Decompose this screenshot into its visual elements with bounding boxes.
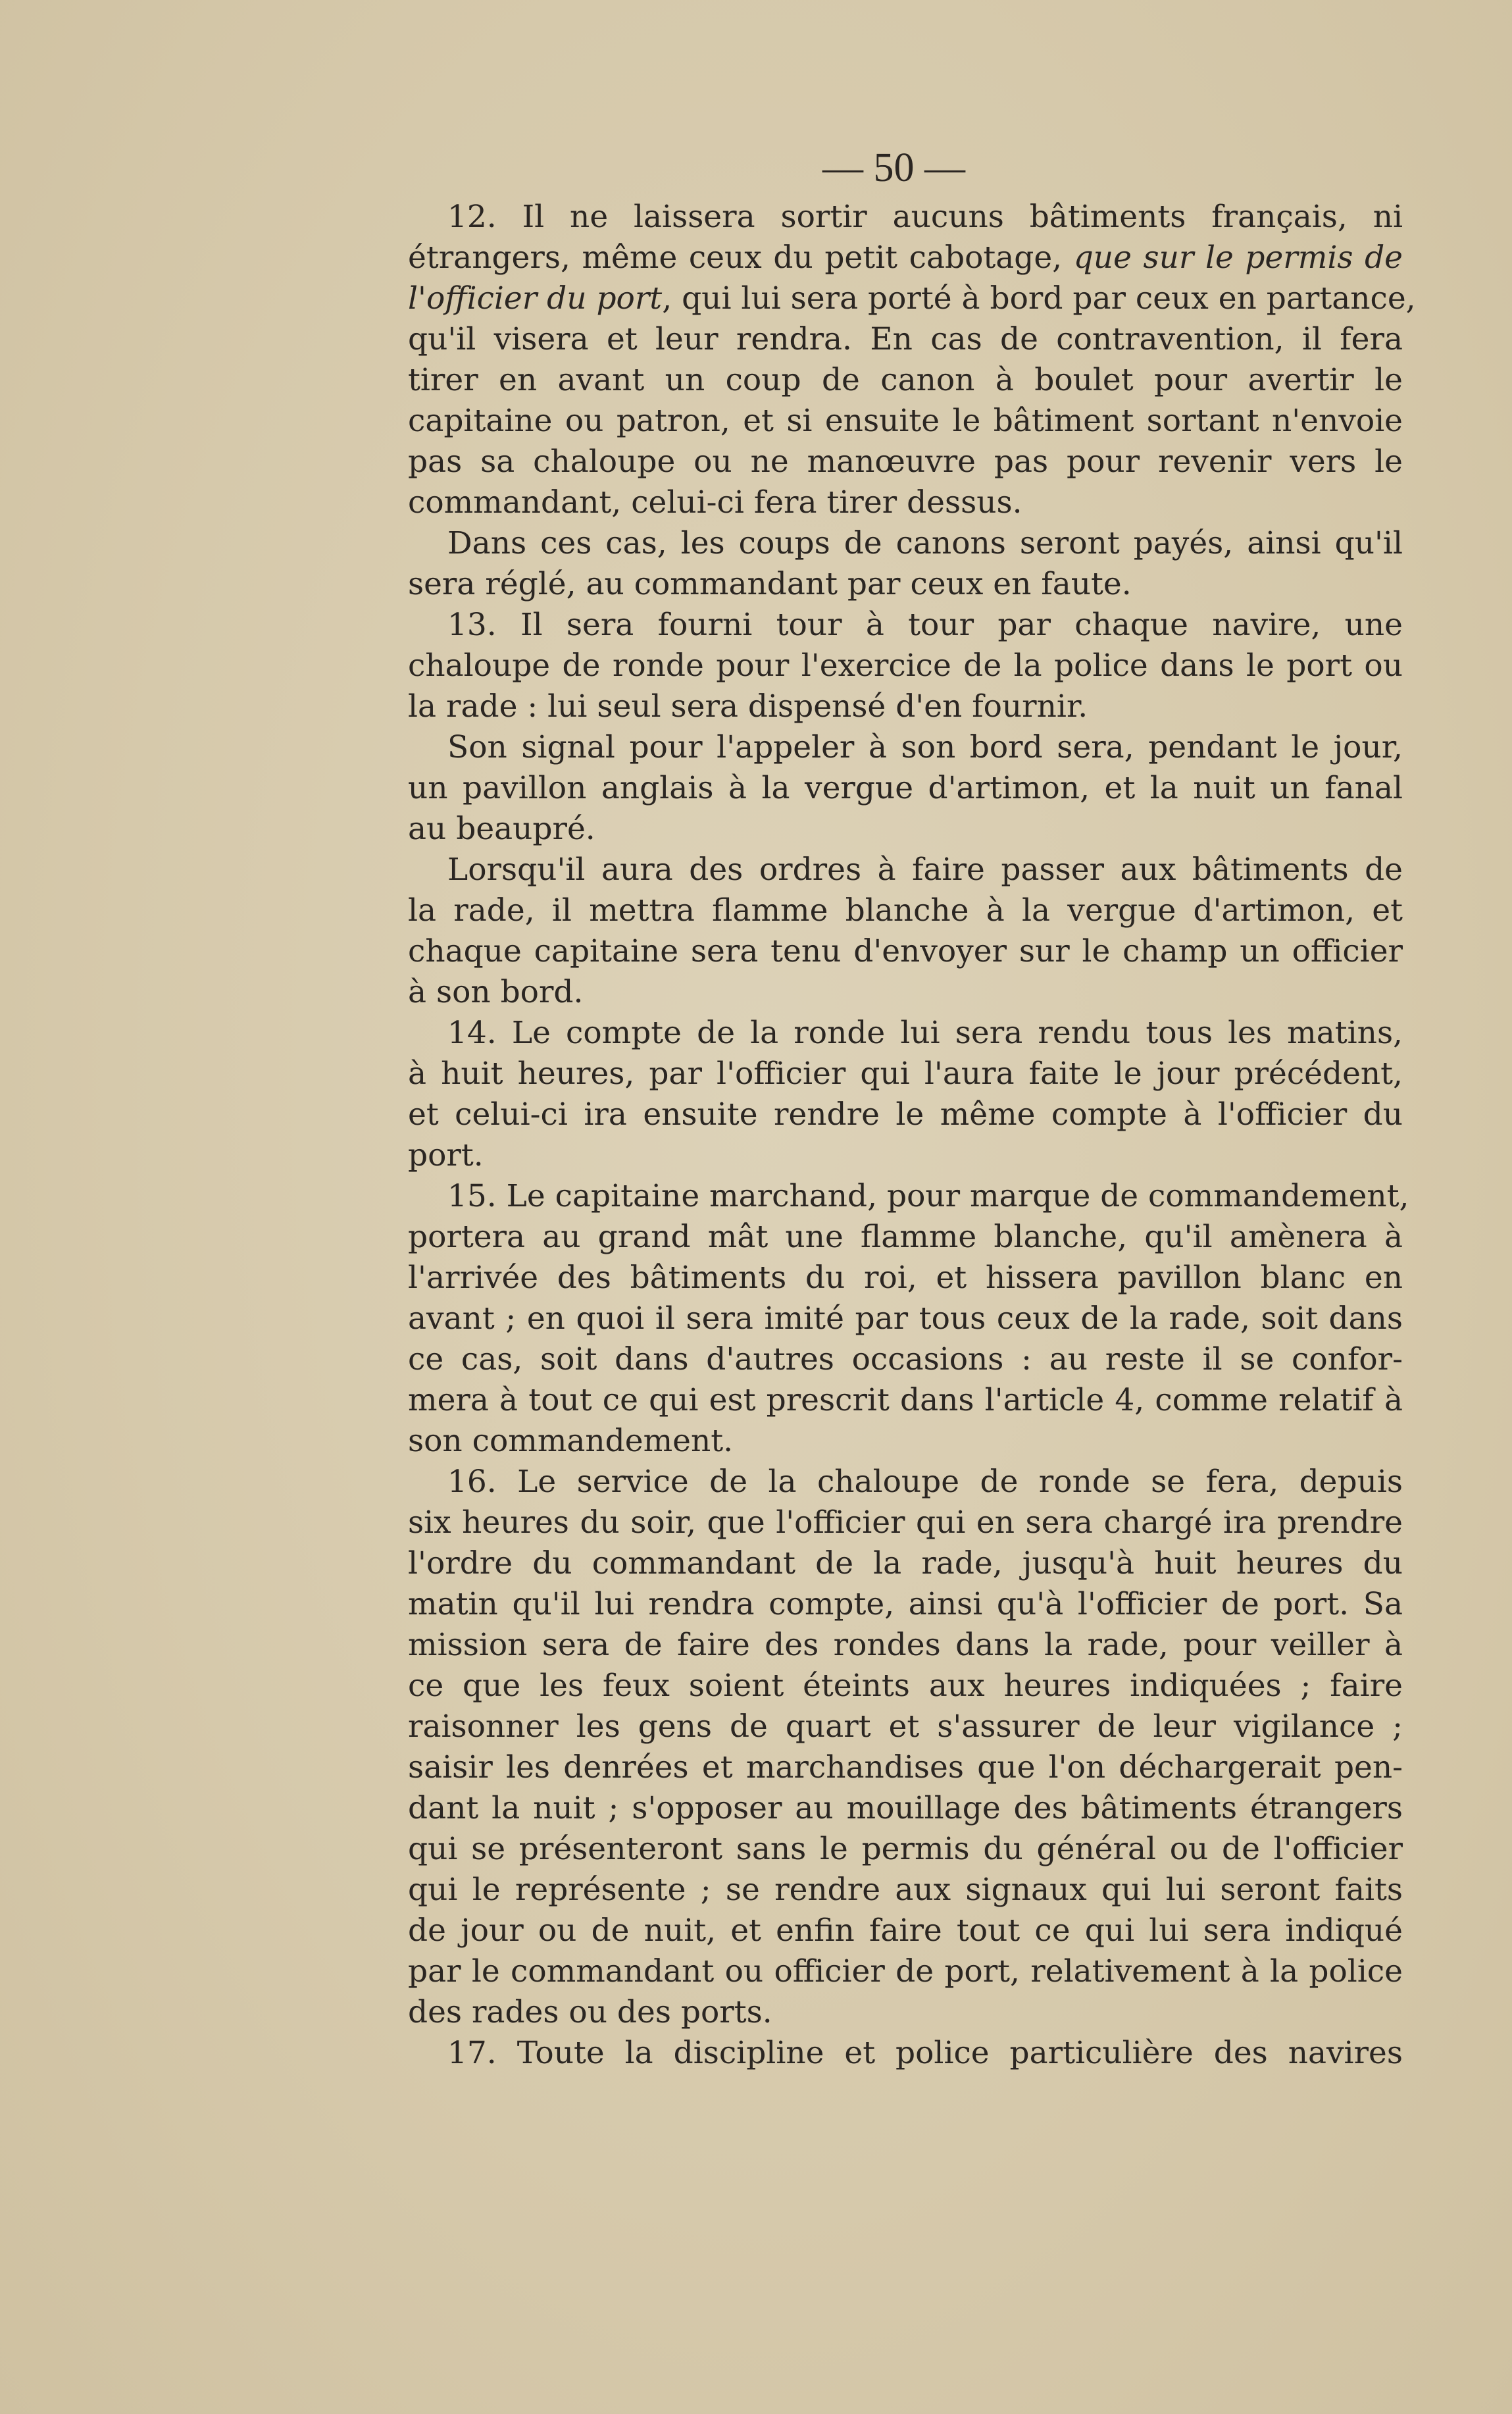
text-line (408, 197, 1403, 237)
text-line (408, 891, 1403, 931)
text-line (408, 1544, 1403, 1583)
line-text: qui se présenteront sans le permis du général ou de l'officier (408, 1831, 1403, 1867)
text-line (408, 1666, 1403, 1706)
text-line (408, 1911, 1403, 1951)
text-line (408, 1626, 1403, 1665)
text-line (408, 1748, 1403, 1787)
line-text: à son bord. (408, 974, 584, 1010)
text-line (408, 279, 1416, 319)
text-line (408, 1585, 1403, 1624)
line-text: mera à tout ce qui est prescrit dans l'article 4, comme relatif à (408, 1382, 1403, 1418)
text-line (408, 1218, 1403, 1257)
line-text: la rade, il mettra flamme blanche à la vergue d'artimon, et (408, 892, 1403, 929)
text-line (408, 1830, 1403, 1869)
text-line (408, 1462, 1403, 1502)
text-line (408, 646, 1403, 686)
line-text: 14. Le compte de la ronde lui sera rendu tous les matins, (447, 1015, 1403, 1051)
line-text: portera au grand mât une flamme blanche, qu'il amènera à (408, 1219, 1403, 1255)
line-text: saisir les denrées et marchandises que l'on déchargerait pen- (408, 1749, 1403, 1785)
line-text: chaloupe de ronde pour l'exercice de la police dans le port ou (408, 648, 1403, 684)
text-line (408, 442, 1403, 482)
line-text: capitaine ou patron, et si ensuite le bâtiment sortant n'envoie (408, 403, 1403, 439)
text-line (408, 1870, 1403, 1910)
text-line (408, 850, 1403, 890)
line-text: 13. Il sera fourni tour à tour par chaque navire, une (447, 607, 1403, 643)
line-text: chaque capitaine sera tenu d'envoyer sur le champ un officier (408, 933, 1403, 969)
text-line (408, 361, 1403, 400)
text-line (408, 524, 1403, 563)
line-text: 17. Toute la discipline et police particulière des navires (447, 2035, 1403, 2071)
text-line (408, 809, 1403, 849)
line-text: 12. Il ne laissera sortir aucuns bâtiments français, ni (447, 199, 1403, 235)
line-text: , qui lui sera porté à bord par ceux en partance, (662, 280, 1416, 317)
text-line (408, 1503, 1403, 1543)
line-text: dant la nuit ; s'opposer au mouillage des bâtiments étrangers (408, 1790, 1403, 1826)
line-text: pas sa chaloupe ou ne manœuvre pas pour revenir vers le (408, 444, 1403, 480)
text-line (408, 1095, 1403, 1135)
line-text: et celui-ci ira ensuite rendre le même compte à l'officier du (408, 1096, 1403, 1133)
text-line (408, 1993, 1403, 2032)
text-line (408, 565, 1403, 604)
line-text: à huit heures, par l'officier qui l'aura faite le jour précédent, (408, 1056, 1403, 1092)
line-text: raisonner les gens de quart et s'assurer de leur vigilance ; (408, 1708, 1403, 1745)
text-line (408, 687, 1403, 727)
text-line (408, 483, 1403, 523)
line-text: ce cas, soit dans d'autres occasions : au reste il se confor- (408, 1341, 1403, 1377)
text-line (408, 1299, 1403, 1339)
line-text: sera réglé, au commandant par ceux en faute. (408, 566, 1132, 602)
line-text: mission sera de faire des rondes dans la rade, pour veiller à (408, 1627, 1403, 1663)
line-text: l'arrivée des bâtiments du roi, et hissera pavillon blanc en (408, 1260, 1403, 1296)
line-text: de jour ou de nuit, et enfin faire tout ce qui lui sera indiqué (408, 1913, 1403, 1949)
line-text: qu'il visera et leur rendra. En cas de contravention, il fera (408, 321, 1403, 357)
line-text: tirer en avant un coup de canon à boulet pour avertir le (408, 362, 1403, 398)
text-line (408, 932, 1403, 971)
line-text: un pavillon anglais à la vergue d'artimon, et la nuit un fanal (408, 770, 1403, 806)
text-line (408, 1054, 1403, 1094)
text-line (408, 2034, 1403, 2073)
text-line (408, 1789, 1403, 1828)
text-line (408, 973, 1403, 1012)
line-text: étrangers, même ceux du petit cabotage, (408, 240, 1074, 276)
italic-text: l'officier du port (408, 280, 663, 317)
text-line (408, 401, 1403, 441)
line-text: des rades ou des ports. (408, 1994, 772, 2030)
line-text: qui le représente ; se rendre aux signaux qui lui seront faits (408, 1872, 1403, 1908)
page-number: — 50 — (822, 145, 965, 190)
text-line (408, 1340, 1403, 1379)
line-text: l'ordre du commandant de la rade, jusqu'à huit heures du (408, 1545, 1403, 1581)
text-line (408, 1381, 1403, 1420)
line-text: 15. Le capitaine marchand, pour marque de commandement, (447, 1178, 1409, 1214)
text-line (408, 1952, 1403, 1991)
text-line (408, 238, 1403, 278)
line-text: Dans ces cas, les coups de canons seront payés, ainsi qu'il (447, 525, 1403, 561)
text-line (408, 1707, 1403, 1747)
text-line (408, 1136, 1403, 1175)
text-line (408, 1422, 1403, 1461)
line-text: ce que les feux soient éteints aux heures indiquées ; faire (408, 1668, 1403, 1704)
line-text: commandant, celui-ci fera tirer dessus. (408, 484, 1022, 521)
line-text: avant ; en quoi il sera imité par tous ceux de la rade, soit dans (408, 1300, 1403, 1337)
text-line (408, 1177, 1409, 1216)
line-text: port. (408, 1137, 484, 1173)
line-text: la rade : lui seul sera dispensé d'en fournir. (408, 688, 1088, 725)
line-text: six heures du soir, que l'officier qui en sera chargé ira prendre (408, 1504, 1403, 1541)
line-text: Lorsqu'il aura des ordres à faire passer aux bâtiments de (447, 852, 1403, 888)
line-text: son commandement. (408, 1423, 734, 1459)
text-line (408, 320, 1403, 359)
line-text: 16. Le service de la chaloupe de ronde se fera, depuis (447, 1464, 1403, 1500)
text-line (408, 1258, 1403, 1298)
line-text: par le commandant ou officier de port, relativement à la police (408, 1953, 1403, 1990)
line-text: matin qu'il lui rendra compte, ainsi qu'à l'officier de port. Sa (408, 1586, 1403, 1622)
text-line (408, 605, 1403, 645)
line-text: Son signal pour l'appeler à son bord sera, pendant le jour, (447, 729, 1403, 765)
text-line (408, 728, 1403, 767)
italic-text: que sur le permis de (1073, 240, 1403, 276)
text-line (408, 769, 1403, 808)
line-text: au beaupré. (408, 811, 595, 847)
text-line (408, 1014, 1403, 1053)
